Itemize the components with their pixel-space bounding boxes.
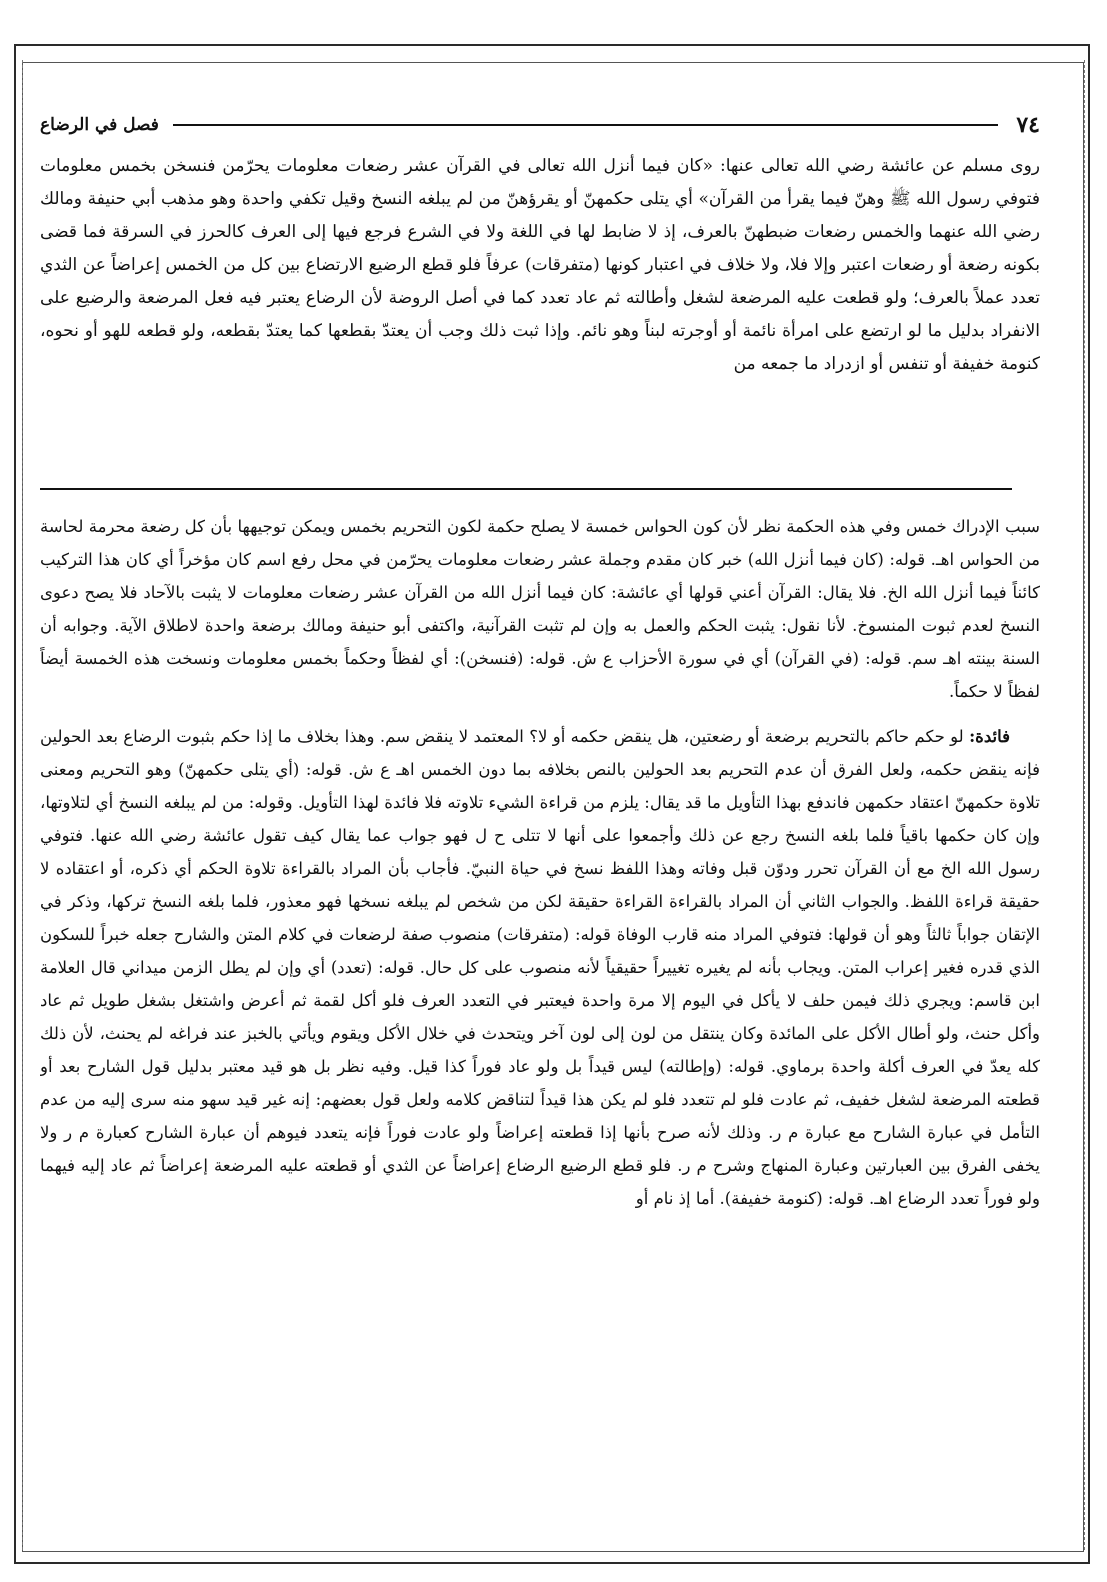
- chapter-title: فصل في الرضاع: [40, 115, 159, 135]
- main-paragraph: روى مسلم عن عائشة رضي الله تعالى عنها: «كان فيما أنزل الله تعالى في القرآن عشر رضعات معلومات يحرّمن فنسخن بخمس معلومات فتوفي رسول الله ﷺ وهنّ فيما يقرأ من القرآن» أي يتلى حكمهنّ أو يقرؤهنّ من لم يبلغه النسخ وقيل تكفي واحدة وهو مذهب أبي حنيفة ومالك رضي الله عنهما والخمس رضعات ضبطهنّ بالعرف، إذ لا ضابط لها في اللغة ولا في الشرع فرجع فيها إلى العرف كالحرز في السرقة فما قضى بكونه رضعة أو رضعات اعتبر وإلا فلا، ولا خلاف في اعتبار كونها (متفرقات) عرفاً فلو قطع الرضيع الارتضاع بين كل من الخمس إعراضاً عن الثدي تعدد عملاً بالعرف؛ ولو قطعت عليه المرضعة لشغل وأطالته ثم عاد تعدد كما في أصل الروضة لأن الرضاع يعتبر فيه فعل المرضعة والرضيع على الانفراد بدليل ما لو ارتضع على امرأة نائمة أو أوجرته لبناً وهو نائم. وإذا ثبت ذلك وجب أن يعتدّ بقطعها كما يعتدّ بقطعه، ولو قطعه للهو أو نحوه، كنومة خفيفة أو تنفس أو ازدراد ما جمعه من: [40, 156, 1040, 374]
- gloss-paragraph-1: سبب الإدراك خمس وفي هذه الحكمة نظر لأن كون الحواس خمسة لا يصلح حكمة لكون التحريم بخمس ويمكن توجيهها بأن كل رضعة محرمة لحاسة من الحواس اهـ. قوله: (كان فيما أنزل الله) خبر كان مقدم وجملة عشر رضعات معلومات يحرّمن في محل رفع اسم كان مؤخراً أي كان هذا التركيب كائناً فيما أنزل الله الخ. فلا يقال: القرآن أعني قولها أي عائشة: كان فيما أنزل الله من القرآن عشر رضعات معلومات لا يثبت بالآحاد فلا يصح دعوى النسخ لعدم ثبوت المنسوخ. لأنا نقول: يثبت الحكم والعمل به وإن لم تثبت القرآنية، واكتفى أبو حنيفة ومالك برضعة واحدة لاطلاق الآية. وجوابه أن السنة بينته اهـ سم. قوله: (في القرآن) أي في سورة الأحزاب ع ش. قوله: (فنسخن): أي لفظاً وحكماً بخمس معلومات ونسخت هذه الخمسة أيضاً لفظاً لا حكماً.: [40, 517, 1040, 701]
- left-ornament: [22, 60, 41, 1550]
- main-text: [40, 150, 1040, 480]
- page-header: [40, 108, 1040, 142]
- page-number: ٧٤: [1016, 112, 1040, 138]
- footnote-separator: [40, 488, 1012, 490]
- right-ornament: [1066, 60, 1085, 1550]
- gloss-text: [40, 510, 1040, 1550]
- note-label: فائدة:: [969, 727, 1010, 746]
- header-rule: [173, 124, 998, 126]
- gloss-paragraph-2-text: لو حكم حاكم بالتحريم برضعة أو رضعتين، هل ينقض حكمه أو لا؟ المعتمد لا ينقض سم. وهذا بخلاف ما إذا حكم بثبوت الرضاع بعد الحولين فإنه ينقض حكمه، ولعل الفرق أن عدم التحريم بعد الحولين بالنص بخلافه بما دون الخمس اهـ ع ش. قوله: (أي يتلى حكمهنّ) وهو التحريم ومعنى تلاوة حكمهنّ اعتقاد حكمهن فاندفع بهذا التأويل ما قد يقال: يلزم من قراءة الشيء تلاوته فلا فائدة لهذا التأويل. وقوله: من لم يبلغه النسخ أي لتلاوتها، وإن كان حكمها باقياً فلما بلغه النسخ رجع عن ذلك وأجمعوا على أنها لا تتلى ح ل فهو جواب عما يقال كيف تقول عائشة رضي الله عنها. فتوفي رسول الله الخ مع أن القرآن تحرر ودوّن قبل وفاته وهذا اللفظ نسخ في حياة النبيّ. فأجاب بأن المراد بالقراءة تلاوة الحكم أي ذكره، أو اعتقاده لا حقيقة قراءة اللفظ. والجواب الثاني أن المراد بالقراءة القراءة حقيقة لكن من شخص لم يبلغه نسخها فهو معذور، فلما بلغه النسخ تركها، وذكر في الإتقان جواباً ثالثاً وهو أن قولها: فتوفي المراد منه قارب الوفاة قوله: (متفرقات) منصوب صفة لرضعات في كلام المتن والشارح جعله خبراً للسكون الذي قدره فغير إعراب المتن. ويجاب بأنه لم يغيره تغييراً حقيقياً لأنه منصوب على كل حال. قوله: (تعدد) أي وإن لم يطل الزمن ميداني قال العلامة ابن قاسم: ويجري ذلك فيمن حلف لا يأكل في اليوم إلا مرة واحدة فيعتبر في التعدد العرف فلو أكل لقمة ثم أعرض واشتغل بشغل طويل ثم عاد وأكل حنث، ولو أطال الأكل على المائدة وكان ينتقل من لون إلى لون آخر ويتحدث في خلال الأكل ويقوم ويأتي بالخبز عند فراغه لم يحنث، لأن ذلك كله يعدّ في العرف أكلة واحدة برماوي. قوله: (وإطالته) ليس قيداً بل ولو عاد فوراً كذا قيل. وفيه نظر بل هو قيد معتبر بدليل قول الشارح بعد أو قطعته المرضعة لشغل خفيف، ثم عادت فلو لم تتعدد فلو لم يكن هذا قيداً لتناقض كلامه ولعل قول بعضهم: إنه غير قيد سهو منه سرى إليه من عدم التأمل في عبارة الشارح مع عبارة م ر. وذلك لأنه صرح بأنها إذا قطعته إعراضاً ولو عادت فوراً فإنه يتعدد فيوهم أن عبارة الشارح كعبارة م ر ولا يخفى الفرق بين العبارتين وعبارة المنهاج وشرح م ر. فلو قطع الرضيع الرضاع إعراضاً عن الثدي أو قطعته عليه المرضعة إعراضاً ثم عاد إليه فيهما ولو فوراً تعدد الرضاع اهـ. قوله: (كنومة خفيفة). أما إذ نام أو: [40, 727, 1040, 1208]
- gloss-paragraph-2: [40, 720, 1040, 1215]
